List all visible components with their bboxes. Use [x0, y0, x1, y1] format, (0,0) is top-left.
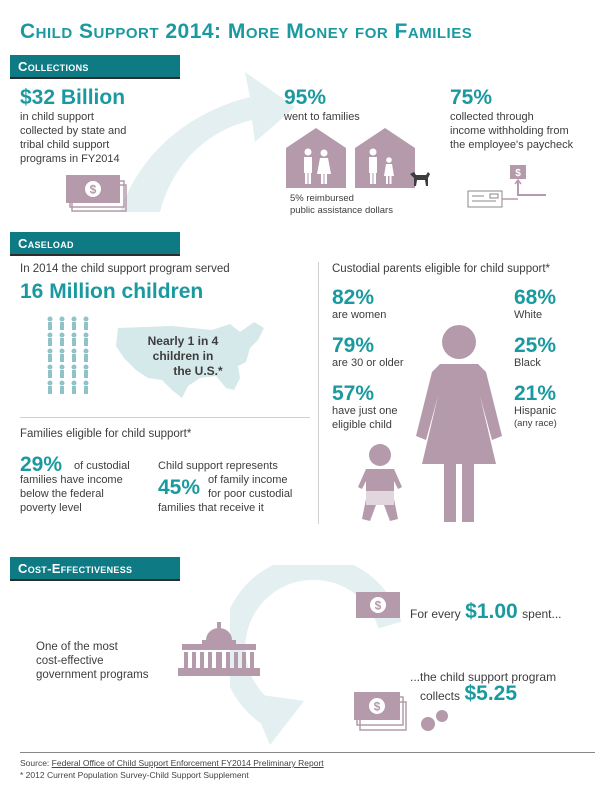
money-stack-icon [66, 175, 130, 215]
cost-header: Cost-Effectiveness [10, 557, 180, 579]
white-label: White [514, 309, 543, 321]
income-pct: 45% [158, 476, 201, 499]
total-collections-desc [20, 110, 180, 166]
every-value: $1.00 [465, 600, 518, 623]
income-intro: Child support represents [158, 460, 278, 472]
every-dollar-row [410, 600, 562, 624]
families-header: Families eligible for child support* [20, 428, 192, 440]
map-caption-line: children in [152, 349, 214, 363]
collects-label: collects [420, 689, 461, 703]
one-child-line: eligible child [332, 419, 392, 431]
total-desc-line: tribal child support [20, 139, 110, 151]
collects-value: $5.25 [464, 682, 518, 705]
collections-header: Collections [10, 55, 180, 77]
total-collections-value: $32 Billion [20, 86, 126, 109]
poverty-line: below the federal [20, 488, 104, 500]
total-desc-line: collected by state and [20, 125, 127, 137]
stack-dollar-sign: $ [373, 699, 381, 714]
footer-divider [20, 752, 595, 753]
reimbursed-line: public assistance dollars [290, 205, 393, 216]
reimbursed-line: 5% reimbursed [290, 193, 354, 204]
map-caption [128, 334, 238, 379]
caseload-left-divider [20, 417, 310, 418]
map-caption-line: the U.S.* [173, 364, 223, 378]
caseload-vertical-divider [318, 262, 319, 524]
map-caption-line: Nearly 1 in 4 [147, 334, 219, 348]
family-house-icon [286, 128, 346, 188]
families-pct: 95% [284, 86, 327, 109]
income-line: families that receive it [158, 502, 264, 514]
poverty-desc [20, 459, 160, 515]
hispanic-pct: 21% [514, 382, 557, 405]
withholding-line: collected through [450, 111, 534, 123]
caseload-header: Caseload [10, 232, 180, 254]
families-desc: went to families [284, 111, 360, 123]
hispanic-label: Hispanic [514, 405, 557, 417]
paycheck-icon [466, 165, 546, 211]
total-desc-line: programs in FY2014 [20, 153, 120, 165]
every-label: For every [410, 607, 461, 621]
poverty-line: families have income [20, 474, 123, 486]
paycheck-dollar-sign: $ [515, 168, 521, 179]
capitol-building-icon [178, 622, 260, 678]
withholding-line: income withholding from [450, 125, 569, 137]
parents-header: Custodial parents eligible for child support* [332, 263, 550, 275]
children-grid-icon [46, 316, 92, 394]
total-desc-line: in child support [20, 111, 94, 123]
footnote: * 2012 Current Population Survey-Child Support Supplement [20, 770, 249, 780]
every-suffix: spent... [522, 607, 562, 621]
one-child-pct: 57% [332, 382, 375, 405]
one-child-label [332, 404, 397, 432]
source-link[interactable]: Federal Office of Child Support Enforcement FY2014 Preliminary Report [51, 758, 324, 768]
black-pct: 25% [514, 334, 557, 357]
women-pct: 82% [332, 286, 375, 309]
source-label: Source: [20, 758, 50, 768]
collects-line-1: ...the child support program [410, 670, 557, 684]
served-label: In 2014 the child support program served [20, 263, 230, 275]
family-house-icon [355, 128, 415, 188]
withholding-desc [450, 110, 600, 152]
income-line: of family income [208, 474, 288, 486]
withholding-pct: 75% [450, 86, 493, 109]
page-title: Child Support 2014: More Money for Families [20, 20, 473, 43]
reimbursed-note [290, 193, 393, 217]
older-label: are 30 or older [332, 357, 404, 369]
poverty-pct: 29% [20, 453, 63, 476]
poverty-line: poverty level [20, 502, 82, 514]
program-line: government programs [36, 669, 149, 681]
poverty-line: of custodial [74, 460, 130, 472]
one-child-line: have just one [332, 405, 398, 417]
withholding-line: the employee's paycheck [450, 139, 574, 151]
black-label: Black [514, 357, 541, 369]
income-desc [158, 473, 318, 515]
hispanic-note: (any race) [514, 418, 557, 429]
program-desc [36, 640, 149, 682]
bill-dollar-sign: $ [374, 598, 382, 613]
money-coins-icon [354, 692, 464, 736]
baby-figure-icon [354, 443, 406, 525]
served-value: 16 Million children [20, 280, 204, 303]
money-dollar-sign: $ [89, 182, 97, 197]
income-line: for poor custodial [208, 488, 293, 500]
white-pct: 68% [514, 286, 557, 309]
program-line: cost-effective [36, 655, 104, 667]
source-row [20, 758, 324, 768]
woman-figure-icon [404, 324, 514, 524]
dog-icon [408, 168, 432, 188]
program-line: One of the most [36, 641, 118, 653]
older-pct: 79% [332, 334, 375, 357]
women-label: are women [332, 309, 387, 321]
dollar-bill-icon [356, 592, 400, 618]
